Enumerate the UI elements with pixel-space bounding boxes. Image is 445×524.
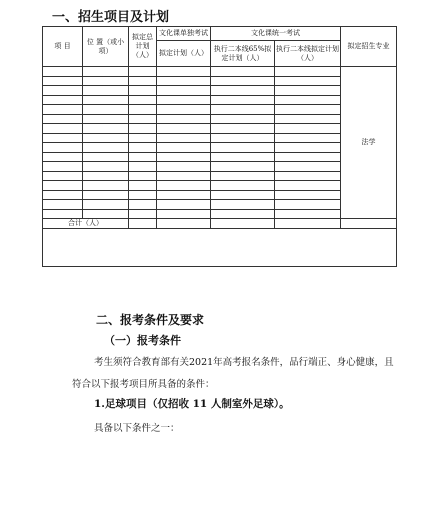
cell-position [83,152,129,162]
cell-single [157,124,211,134]
header-position: 位 置（或小项） [83,27,129,67]
cell-single [157,200,211,210]
cell-single [157,171,211,181]
cell-project [43,67,83,77]
cell-position [83,105,129,115]
total-label: 合计（人） [43,219,129,229]
header-single-exam: 文化课单独考试 [157,27,211,41]
cell-position [83,181,129,191]
cell-unified-line [275,105,341,115]
cell-project [43,133,83,143]
cell-unified-line [275,76,341,86]
section-title-requirements: 二、报考条件及要求 [96,313,205,327]
enrollment-plan-table [42,26,397,267]
table-notes [43,229,397,267]
cell-single [157,114,211,124]
cell-project [43,114,83,124]
cell-position [83,67,129,77]
cell-total [129,200,157,210]
cell-unified-65 [211,95,275,105]
cell-position [83,143,129,153]
cell-single [157,209,211,219]
cell-project [43,209,83,219]
cell-total [129,209,157,219]
cell-single [157,67,211,77]
cell-position [83,76,129,86]
cell-total [129,181,157,191]
header-unified-65: 执行二本线65%拟定计划（人） [211,41,275,67]
cell-project [43,86,83,96]
cell-position [83,162,129,172]
cell-total [129,124,157,134]
cell-single [157,143,211,153]
cell-unified-65 [211,143,275,153]
header-single-plan: 拟定计划（人） [157,41,211,67]
item-lead: 具备以下条件之一： [94,423,180,434]
cell-unified-65 [211,219,275,229]
cell-unified-line [275,200,341,210]
cell-unified-line [275,152,341,162]
cell-project [43,105,83,115]
cell-unified-65 [211,171,275,181]
cell-position [83,190,129,200]
cell-unified-65 [211,190,275,200]
cell-total [129,190,157,200]
cell-unified-65 [211,114,275,124]
cell-single [157,76,211,86]
cell-single [157,219,211,229]
header-major: 拟定招生专业 [341,27,397,67]
section-title-enrollment-plan: 一、招生项目及计划 [52,10,170,25]
header-total-quota: 拟定总计划（人） [129,27,157,67]
cell-total [129,219,157,229]
cell-position [83,200,129,210]
cell-project [43,171,83,181]
cell-total [129,67,157,77]
cell-project [43,181,83,191]
cell-position [83,133,129,143]
cell-position [83,171,129,181]
cell-single [157,190,211,200]
cell-total [129,162,157,172]
cell-position [83,124,129,134]
cell-single [157,181,211,191]
cell-total [129,95,157,105]
cell-major: 法学 [341,67,397,219]
cell-unified-65 [211,200,275,210]
cell-position [83,86,129,96]
cell-project [43,124,83,134]
cell-unified-65 [211,152,275,162]
intro-paragraph: 考生须符合教育部有关2021年高考报名条件，品行端正、身心健康，且符合以下报考项目所具备的条件： [72,357,394,390]
cell-unified-line [275,86,341,96]
cell-project [43,190,83,200]
cell-project [43,76,83,86]
cell-single [157,86,211,96]
subsection-title-conditions: （一）报考条件 [104,334,181,347]
cell-unified-65 [211,124,275,134]
item-title-football: 1.足球项目（仅招收 11 人制室外足球）。 [94,398,290,410]
cell-single [157,105,211,115]
cell-total [129,152,157,162]
cell-unified-65 [211,181,275,191]
cell-project [43,95,83,105]
cell-unified-line [275,124,341,134]
cell-unified-line [275,67,341,77]
cell-project [43,200,83,210]
cell-project [43,162,83,172]
cell-unified-line [275,209,341,219]
cell-major [341,219,397,229]
cell-unified-line [275,143,341,153]
cell-single [157,95,211,105]
cell-unified-65 [211,76,275,86]
cell-unified-line [275,171,341,181]
cell-unified-line [275,95,341,105]
cell-position [83,209,129,219]
cell-project [43,152,83,162]
cell-total [129,86,157,96]
cell-unified-line [275,162,341,172]
header-unified-line: 执行二本线拟定计划（人） [275,41,341,67]
cell-total [129,76,157,86]
table-row [43,67,397,77]
cell-unified-line [275,181,341,191]
cell-unified-line [275,133,341,143]
cell-total [129,114,157,124]
cell-position [83,95,129,105]
cell-unified-line [275,219,341,229]
cell-unified-line [275,114,341,124]
cell-single [157,152,211,162]
cell-unified-line [275,190,341,200]
cell-unified-65 [211,133,275,143]
header-unified-exam: 文化课统一考试 [211,27,341,41]
table-total-row [43,219,397,229]
cell-unified-65 [211,67,275,77]
cell-unified-65 [211,105,275,115]
cell-position [83,114,129,124]
cell-single [157,133,211,143]
cell-total [129,133,157,143]
header-project: 项 目 [43,27,83,67]
cell-single [157,162,211,172]
cell-unified-65 [211,86,275,96]
cell-total [129,143,157,153]
cell-unified-65 [211,162,275,172]
cell-unified-65 [211,209,275,219]
cell-total [129,171,157,181]
cell-project [43,143,83,153]
cell-total [129,105,157,115]
